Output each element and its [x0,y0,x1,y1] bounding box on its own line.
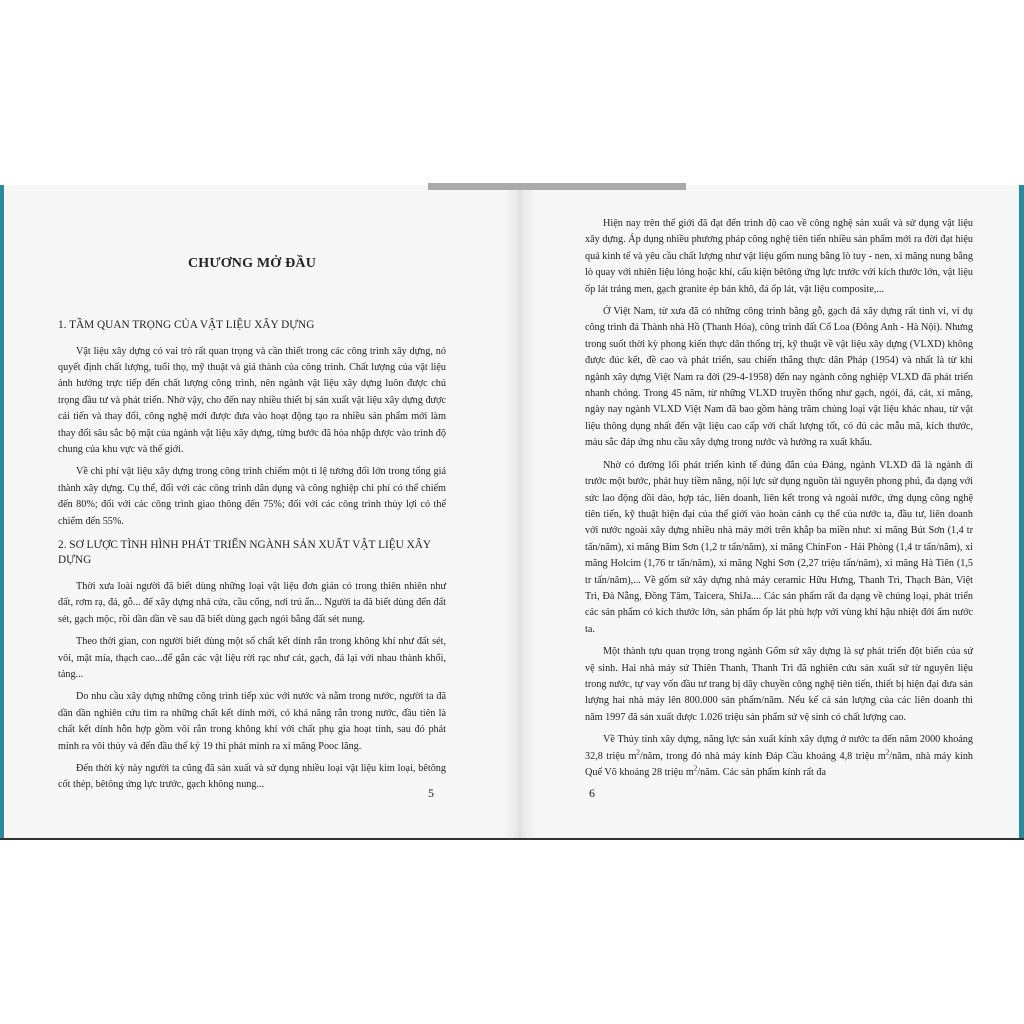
left-page [58,200,446,800]
paragraph: Ở Việt Nam, từ xưa đã có những công trình bằng gỗ, gạch đá xây dựng rất tinh vi, ví dụ công trình đá Thành nhà Hồ (Thanh Hóa), công trình đất Cổ Loa (Đông Anh - Hà Nội). Nhưng trong suốt thời kỳ phong kiến thực dân thống trị, kỹ thuật về vật liệu xây dựng (VLXD) không được đúc kết, đề cao và phát triển, sau chiến thắng thực dân Pháp (1954) và nhất là từ khi ngành xây dựng Việt Nam ra đời (29-4-1958) đến nay ngành công nghiệp VLXD đã phát triển nhanh chóng. Trong 45 năm, từ những VLXD truyền thống như gạch, ngói, đá, cát, xi măng, ngày nay ngành VLXD Việt Nam đã bao gồm hàng trăm chủng loại vật liệu khác nhau, từ vật liệu thông dụng nhất đến vật liệu cao cấp với chất lượng tốt, có đủ các mẫu mã, kích thước, màu sắc đáp ứng nhu cầu xây dựng trong nước và hướng ra xuất khẩu. [585,306,973,449]
right-page [585,216,973,787]
right-cover-edge [1019,185,1024,840]
paragraph: Vật liệu xây dựng có vai trò rất quan trọng và cần thiết trong các công trình xây dựng, nó quyết định chất lượng, tuổi thọ, mỹ thuật và giá thành của công trình. Chất lượng của vật liệu ảnh hưởng trực tiếp đến chất lượng công trình, nên ngành vật liệu xây dựng luôn được chú trọng đầu tư và phát triển. Nhờ vậy, cho đến nay nhiều thiết bị sản xuất vật liệu xây dựng được cải tiến và thay đổi, công nghệ mới được đưa vào hoạt động tạo ra nhiều sản phẩm mới làm thay đổi sâu sắc bộ mặt của ngành vật liệu xây dựng, từng bước đã hòa nhập được vào trình độ chung của khu vực và thế giới. [58,345,446,455]
paragraph: Về chi phí vật liệu xây dựng trong công trình chiếm một tỉ lệ tương đối lớn trong tổng giá thành xây dựng. Cụ thể, đối với các công trình dân dụng và công nghiệp chi phí có thể chiếm đến 80%; đối với các công trình giao thông đến 75%; đối với các công trình thủy lợi có thể chiếm đến 55%. [58,466,446,527]
page-number-right: 6 [589,786,595,800]
book-gutter [505,190,535,838]
paragraph-text: Về Thủy tinh xây dựng, năng lực sản xuất kính xây dựng ở nước ta đến năm 2000 khoảng 32,8 triệu m [585,734,973,762]
page-number-left: 5 [428,786,434,800]
paragraph: Đến thời kỳ này người ta cũng đã sản xuất và sử dụng nhiều loại vật liệu kim loại, bêtông cốt thép, bêtông ứng lực trước, gạch không nung... [58,763,446,791]
paragraph: Nhờ có đường lối phát triển kinh tế đúng đắn của Đảng, ngành VLXD đã là ngành đi trước một bước, phát huy tiềm năng, nội lực sử dụng nguồn tài nguyên phong phú, đa dạng với sức lao động dồi dào, hợp tác, liên doanh, liên kết trong và ngoài nước, ứng dụng công nghệ tiên tiến, kỹ thuật hiện đại của thế giới vào hoàn cảnh cụ thể của nước ta, đầu tư, liên doanh với nước ngoài xây dựng nhiều nhà máy mới trên khắp ba miền như: xi măng Bút Sơn (1,4 tr tấn/năm), xi măng Bỉm Sơn (1,2 tr tấn/năm), xi măng ChinFon - Hải Phòng (1,4 tr tấn/năm), xi măng Holcim (1,76 tr tấn/năm), xi măng Nghi Sơn (2,27 triệu tấn/năm), xi măng Hà Tiên (1,5 tr tấn/năm),... Về gốm sứ xây dựng nhà máy ceramic Hữu Hưng, Thanh Trì, Thạch Bàn, Việt Trì, Đà Nẵng, Đồng Tâm, Taicera, ShiJa.... Các sản phẩm rất đa dạng về chủng loại, phát triển các sản phẩm có kích thước lớn, sản phẩm ốp lát phù hợp với vùng khí hậu nhiệt đới ẩm nước ta. [585,459,973,635]
paragraph-text: /năm. Các sản phẩm kính rất đa [697,767,826,778]
book-bottom-edge [0,838,1024,840]
paragraph: Một thành tựu quan trọng trong ngành Gốm sứ xây dựng là sự phát triển đột biến của sứ vệ sinh. Hai nhà máy sứ Thiên Thanh, Thanh Trì đã nghiên cứu sản xuất sứ từ nguyên liệu trong nước, tự vay vốn đầu tư trang bị dây chuyền công nghệ tiên tiến, thiết bị hiện đại đưa sản lượng hai nhà máy lên 800.000 sản phẩm/năm. Nếu kể cả sản lượng của các liên doanh thì năm 1997 đã sản xuất được 1.026 triệu sản phẩm sứ vệ sinh có chất lượng cao. [585,646,973,723]
left-cover-edge [0,185,4,840]
top-binding-bar [428,183,686,190]
paragraph-text: /năm, nhà máy kính Quế Võ khoảng 28 triệu m [585,750,974,778]
superscript: 2 [885,748,890,757]
paragraph: Do nhu cầu xây dựng những công trình tiếp xúc với nước và nằm trong nước, người ta đã dần dần nghiên cứu tìm ra những chất kết dính mới, có khả năng rắn trong nước, đầu tiên là chất kết dính hỗn hợp gồm vôi rắn trong không khí với chất phụ gia hoạt tính, sau đó phát minh ra vôi thủy và đến đầu thế kỷ 19 thì phát minh ra xi măng Pooc lăng. [58,691,446,752]
superscript: 2 [693,764,698,773]
chapter-title: CHƯƠNG MỞ ĐẦU [187,256,317,271]
paragraph: Hiện nay trên thế giới đã đạt đến trình độ cao về công nghệ sản xuất và sử dụng vật liệu xây dựng. Áp dụng nhiều phương pháp công nghệ tiên tiến nhiều sản phẩm mới ra đời đạt hiệu quả kinh tế và yêu cầu chất lượng như vật liệu gốm nung bằng lò tuy - nen, xi măng nung bằng lò quay với nhiên liệu lỏng hoặc khí, cấu kiện bêtông ứng lực trước với kích thước lớn, vật liệu ốp lát tráng men, gạch granite ép bán khô, đá ốp lát, vật liệu composite,... [585,218,973,295]
superscript: 2 [636,748,640,757]
section-heading-2: 2. SƠ LƯỢC TÌNH HÌNH PHÁT TRIỂN NGÀNH SẢN XUẤT VẬT LIỆU XÂY DỰNG [58,538,431,567]
paragraph [585,732,973,781]
paragraph-text: /năm, trong đó nhà máy kính Đáp Cầu khoảng 4,8 triệu m [639,750,886,762]
paragraph: Theo thời gian, con người biết dùng một số chất kết dính rắn trong không khí như đất sét, vôi, mật mía, thạch cao...để gắn các vật liệu rời rạc như cát, gạch, đá lại với nhau thành khối, tảng... [58,636,446,680]
section-heading-1: 1. TẦM QUAN TRỌNG CỦA VẬT LIỆU XÂY DỰNG [58,319,315,331]
paragraph: Thời xưa loài người đã biết dùng những loại vật liệu đơn giản có trong thiên nhiên như đất, rơm rạ, đá, gỗ... để xây dựng nhà cửa, cầu cống, nơi trú ẩn... Người ta đã biết dùng đến đất sét, gạch mộc, rồi dần dần về sau đã biết dùng gạch ngói bằng đất sét nung. [58,580,446,625]
